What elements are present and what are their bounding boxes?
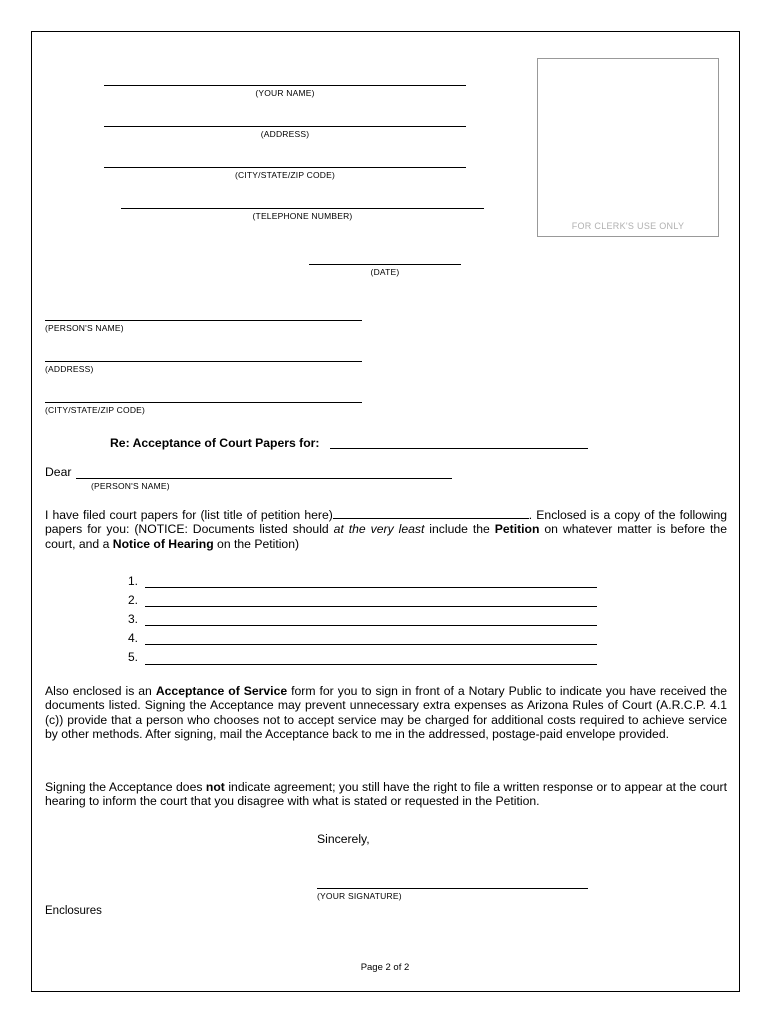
your-city-line[interactable]: [104, 167, 466, 168]
paragraph-agreement: Signing the Acceptance does not indicate agreement; you still have the right to file a written response or to appear at the court hearing to inform the court that you disagree with what is stated or requested in the Petition.: [45, 780, 727, 809]
list-number-4: 4.: [127, 631, 138, 645]
list-number-5: 5.: [127, 650, 138, 664]
petition-title-blank[interactable]: [333, 508, 529, 519]
person-address-caption: (ADDRESS): [45, 364, 94, 374]
your-address-line[interactable]: [104, 126, 466, 127]
date-caption: (DATE): [370, 267, 400, 277]
person-name-caption: (PERSON'S NAME): [45, 323, 124, 333]
date-line[interactable]: [309, 264, 461, 265]
paragraph-acceptance: Also enclosed is an Acceptance of Service form for you to sign in front of a Notary Public to indicate you have received the documents listed. Signing the Acceptance may prevent unnecessary extra expenses as Arizona Rules of Court (A.R.C.P. 4.1 (c)) provide that a person who chooses not to accept service may be charged for additional costs required to achieve service by other methods. After signing, mail the Acceptance back to me in the addressed, postage-paid envelope provided.: [45, 684, 727, 742]
list-line-4[interactable]: [145, 644, 597, 645]
paragraph-papers: I have filed court papers for (list title of petition here) . Enclosed is a copy of the following papers for you: (NOTICE: Documents listed should at the very least include the Petition on whatever matter is before the court, and a Notice of Hearing on the Petition): [45, 508, 728, 551]
list-line-3[interactable]: [145, 625, 597, 626]
re-line-label: Re: Acceptance of Court Papers for:: [110, 436, 320, 450]
list-number-3: 3.: [127, 612, 138, 626]
list-number-1: 1.: [127, 574, 138, 588]
person-city-line[interactable]: [45, 402, 362, 403]
enclosures-label: Enclosures: [45, 905, 102, 917]
list-number-2: 2.: [127, 593, 138, 607]
person-city-caption: (CITY/STATE/ZIP CODE): [45, 405, 146, 415]
closing: Sincerely,: [317, 832, 370, 846]
page-number: Page 2 of 2: [360, 962, 410, 973]
your-city-caption: (CITY/STATE/ZIP CODE): [234, 170, 336, 180]
signature-line[interactable]: [317, 888, 588, 889]
clerk-use-label: FOR CLERK'S USE ONLY: [571, 221, 685, 231]
signature-caption: (YOUR SIGNATURE): [317, 891, 402, 901]
person-name-line[interactable]: [45, 320, 362, 321]
clerk-use-box: [537, 58, 719, 237]
your-address-caption: (ADDRESS): [260, 129, 310, 139]
dear-name-line[interactable]: [76, 478, 452, 479]
person-address-line[interactable]: [45, 361, 362, 362]
list-line-1[interactable]: [145, 587, 597, 588]
dear-name-caption: (PERSON'S NAME): [91, 481, 170, 491]
your-phone-line[interactable]: [121, 208, 484, 209]
list-line-5[interactable]: [145, 664, 597, 665]
your-name-caption: (YOUR NAME): [255, 88, 315, 98]
your-phone-caption: (TELEPHONE NUMBER): [252, 211, 353, 221]
dear-label: Dear: [45, 465, 72, 479]
re-line-blank[interactable]: [330, 448, 588, 449]
list-line-2[interactable]: [145, 606, 597, 607]
your-name-line[interactable]: [104, 85, 466, 86]
